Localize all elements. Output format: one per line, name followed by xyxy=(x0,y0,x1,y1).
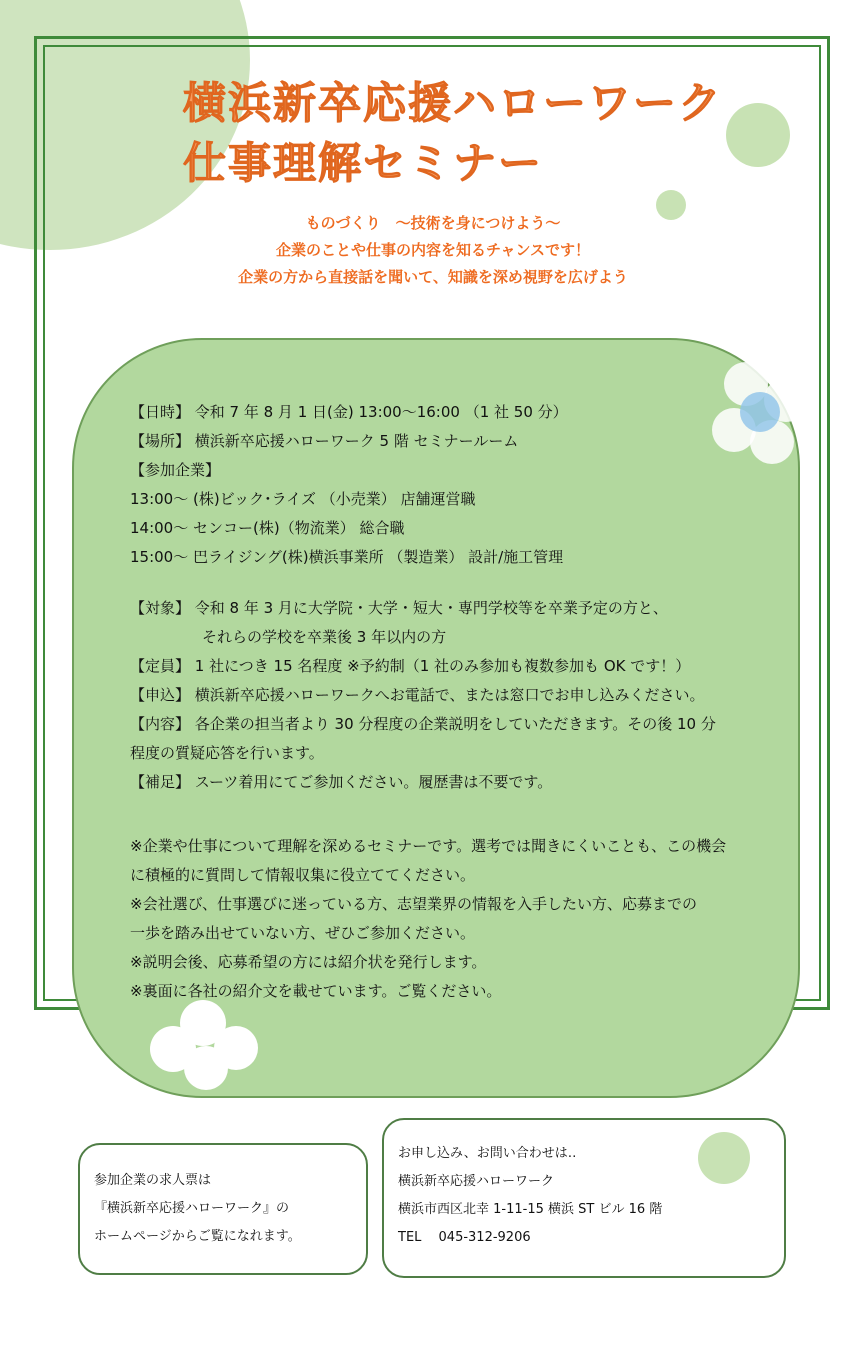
flyer-title-line-2: 仕事理解セミナー xyxy=(183,139,543,189)
box-line: 参加企業の求人票は xyxy=(94,1173,212,1188)
flower-icon xyxy=(150,1000,260,1096)
contact-phone: TEL 045-312-9206 xyxy=(398,1230,531,1245)
contact-org: 横浜新卒応援ハローワーク xyxy=(398,1174,555,1189)
companies-label: 【参加企業】 xyxy=(130,461,221,479)
content-continued: 程度の質疑応答を行います。 xyxy=(130,744,324,762)
application: 【申込】 横浜新卒応援ハローワークへお電話で、または窓口でお申し込みください。 xyxy=(130,686,705,704)
flower-icon xyxy=(706,362,816,472)
datetime: 【日時】 令和 7 年 8 月 1 日(金) 13:00～16:00 （1 社 50 分） xyxy=(130,403,568,421)
company-item: 14:00～ センコー(株)（物流業） 総合職 xyxy=(130,519,405,537)
contact-heading: お申し込み、お問い合わせは‥ xyxy=(398,1146,577,1161)
decorative-circle xyxy=(726,103,790,167)
capacity: 【定員】 1 社につき 15 名程度 ※予約制（1 社のみ参加も複数参加も OK です！） xyxy=(130,657,691,675)
intro-line: 企業のことや仕事の内容を知るチャンスです！ xyxy=(275,241,591,259)
company-item: 15:00～ 巴ライジング(株)横浜事業所 （製造業） 設計/施工管理 xyxy=(130,548,564,566)
flyer-title-line-1: 横浜新卒応援ハローワーク xyxy=(183,79,723,129)
note-line: ※説明会後、応募希望の方には紹介状を発行します。 xyxy=(130,953,487,971)
note-line: ※会社選び、仕事選びに迷っている方、志望業界の情報を入手したい方、応募までの xyxy=(130,895,697,913)
job-listing-info-box xyxy=(78,1143,368,1275)
company-item: 13:00～ (株)ビック･ライズ （小売業） 店舗運営職 xyxy=(130,490,476,508)
contact-address: 横浜市西区北幸 1-11-15 横浜 ST ビル 16 階 xyxy=(398,1202,663,1217)
box-line: ホームページからご覧になれます。 xyxy=(94,1229,301,1244)
intro-line: 企業の方から直接話を聞いて、知識を深め視野を広げよう xyxy=(238,268,628,286)
supplement: 【補足】 スーツ着用にてご参加ください。履歴書は不要です。 xyxy=(130,773,553,791)
spacer xyxy=(130,572,716,594)
note-line: 一歩を踏み出せていない方、ぜひご参加ください。 xyxy=(130,924,476,942)
decorative-circle xyxy=(698,1132,750,1184)
target-continued: それらの学校を卒業後 3 年以内の方 xyxy=(202,628,447,646)
seminar-details xyxy=(130,398,716,797)
note-line: ※企業や仕事について理解を深めるセミナーです。選考では聞きにくいことも、この機会 xyxy=(130,837,727,855)
box-line: 『横浜新卒応援ハローワーク』の xyxy=(94,1201,290,1216)
place: 【場所】 横浜新卒応援ハローワーク 5 階 セミナールーム xyxy=(130,432,519,450)
intro-line: ものづくり ～技術を身につけよう～ xyxy=(305,214,561,232)
note-line: に積極的に質問して情報収集に役立ててください。 xyxy=(130,866,476,884)
notes xyxy=(130,832,726,1006)
content: 【内容】 各企業の担当者より 30 分程度の企業説明をしていただきます。その後 10 分 xyxy=(130,715,716,733)
note-line: ※裏面に各社の紹介文を載せています。ご覧ください。 xyxy=(130,982,502,1000)
intro-text xyxy=(100,210,766,291)
target: 【対象】 令和 8 年 3 月に大学院・大学・短大・専門学校等を卒業予定の方と、 xyxy=(130,599,668,617)
